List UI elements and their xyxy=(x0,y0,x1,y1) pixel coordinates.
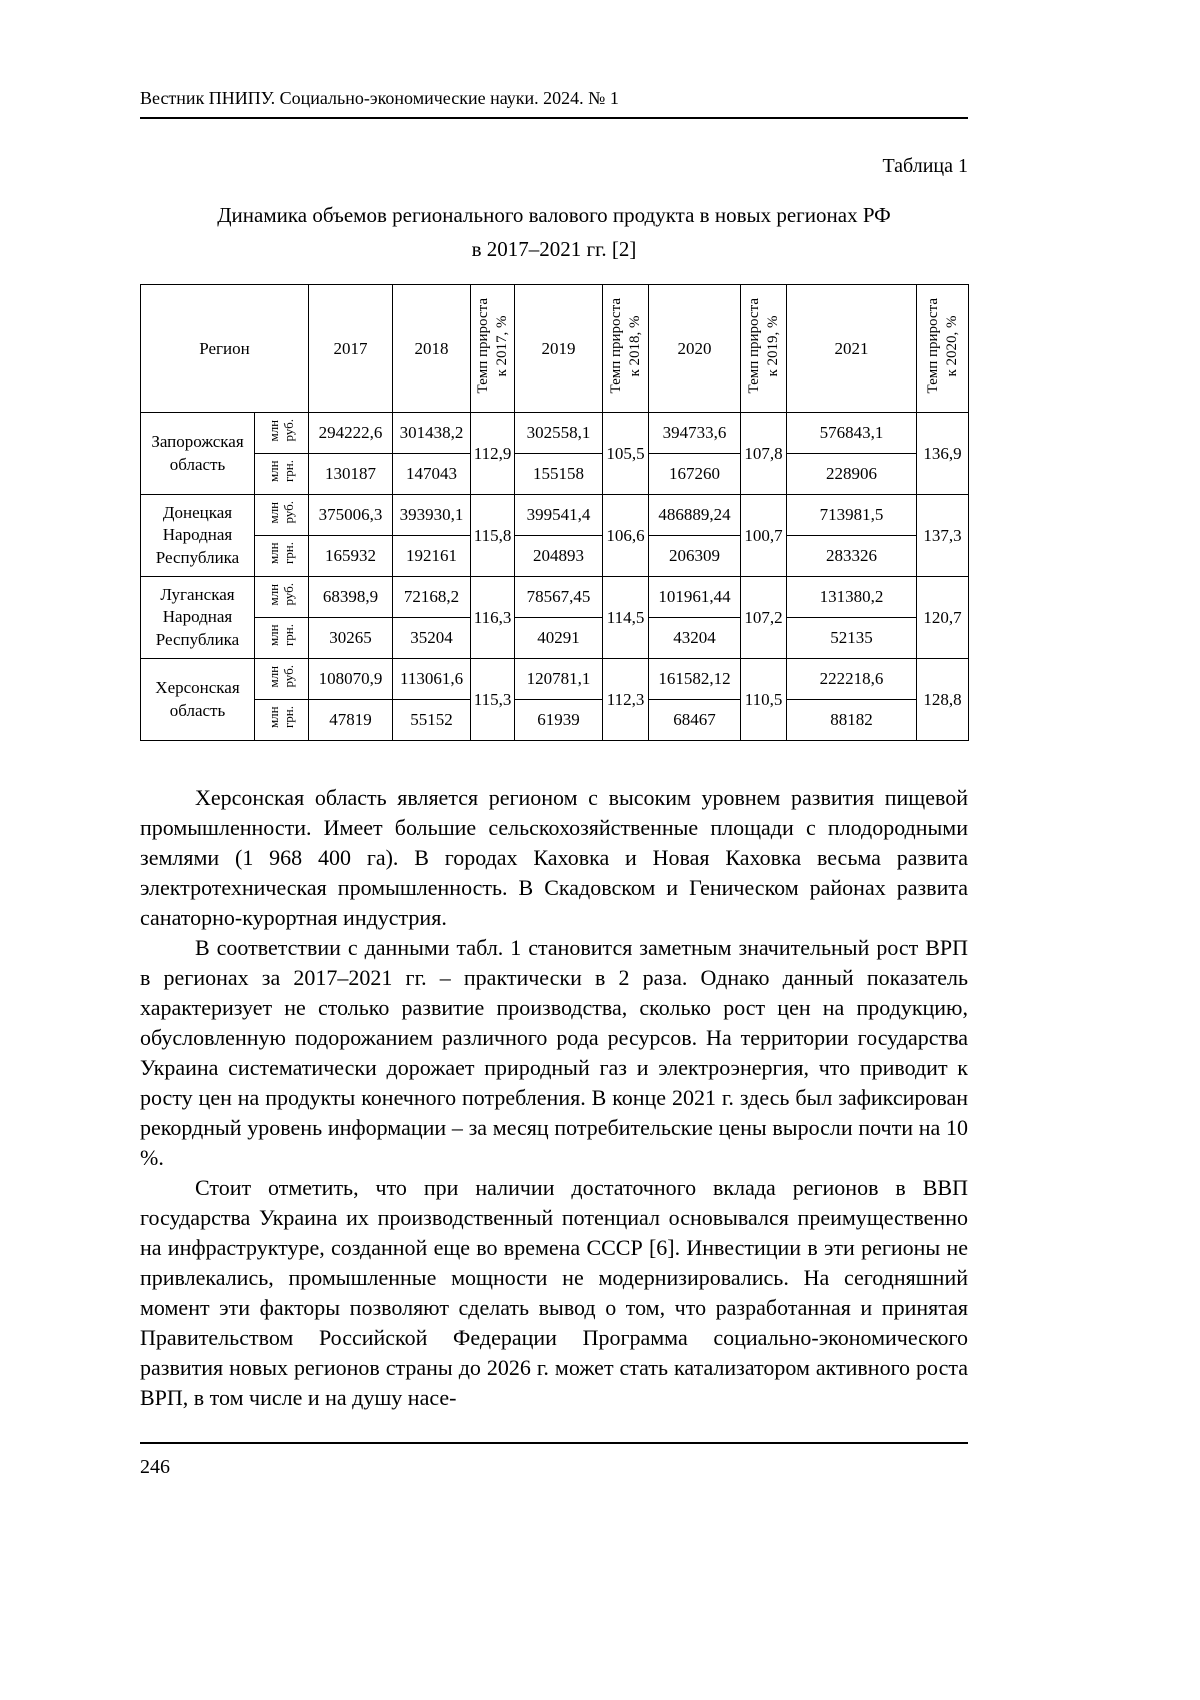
value-rub: 294222,6 xyxy=(309,413,393,454)
unit-line: млн xyxy=(265,460,281,483)
growth-header-line: к 2019, % xyxy=(764,315,781,377)
page-footer xyxy=(140,1442,968,1479)
value-grn: 283326 xyxy=(787,536,917,577)
value-rub: 68398,9 xyxy=(309,577,393,618)
unit-line: грн. xyxy=(280,460,296,483)
value-grn: 40291 xyxy=(515,618,603,659)
unit-line: млн xyxy=(265,624,281,647)
body-text xyxy=(140,783,968,1413)
value-rub: 399541,4 xyxy=(515,495,603,536)
growth-value: 128,8 xyxy=(917,659,969,741)
growth-header-rotated-text xyxy=(474,298,512,394)
value-grn: 55152 xyxy=(393,700,471,741)
unit-label-cell xyxy=(255,618,309,659)
table-row-grn xyxy=(141,618,969,659)
unit-line: млн xyxy=(265,542,281,565)
value-grn: 30265 xyxy=(309,618,393,659)
unit-rotated-text xyxy=(267,624,297,646)
col-header-growth-2018 xyxy=(603,285,649,413)
value-rub: 120781,1 xyxy=(515,659,603,700)
value-grn: 192161 xyxy=(393,536,471,577)
value-rub: 101961,44 xyxy=(649,577,741,618)
unit-line: грн. xyxy=(280,706,296,729)
value-rub: 375006,3 xyxy=(309,495,393,536)
value-grn: 204893 xyxy=(515,536,603,577)
region-name: Запорожская область xyxy=(141,413,255,495)
growth-header-line: Темп прироста xyxy=(474,298,491,394)
growth-value: 137,3 xyxy=(917,495,969,577)
unit-rotated-text xyxy=(267,583,297,606)
unit-line: грн. xyxy=(280,624,296,647)
page-content xyxy=(140,88,968,1413)
table-title-line2: в 2017–2021 гг. [2] xyxy=(471,237,637,261)
unit-label-cell xyxy=(255,577,309,618)
col-header-2017: 2017 xyxy=(309,285,393,413)
growth-value: 107,8 xyxy=(741,413,787,495)
growth-header-line: Темп прироста xyxy=(607,298,624,394)
growth-value: 115,8 xyxy=(471,495,515,577)
value-rub: 113061,6 xyxy=(393,659,471,700)
growth-value: 100,7 xyxy=(741,495,787,577)
growth-header-line: к 2020, % xyxy=(943,315,960,377)
region-name: Херсонская область xyxy=(141,659,255,741)
table-header-row xyxy=(141,285,969,413)
value-rub: 486889,24 xyxy=(649,495,741,536)
value-grn: 47819 xyxy=(309,700,393,741)
col-header-2020: 2020 xyxy=(649,285,741,413)
unit-rotated-text xyxy=(267,460,297,482)
unit-line: руб. xyxy=(280,665,296,688)
unit-label-cell xyxy=(255,413,309,454)
table-row-rub xyxy=(141,495,969,536)
table-row-rub xyxy=(141,413,969,454)
region-name: Донецкая Народная Республика xyxy=(141,495,255,577)
growth-value: 136,9 xyxy=(917,413,969,495)
unit-rotated-text xyxy=(267,665,297,688)
value-rub: 72168,2 xyxy=(393,577,471,618)
unit-line: грн. xyxy=(280,542,296,565)
table-row-grn xyxy=(141,536,969,577)
col-header-growth-2019 xyxy=(741,285,787,413)
value-grn: 206309 xyxy=(649,536,741,577)
body-paragraph: Херсонская область является регионом с высоким уровнем развития пищевой промышленности. Имеет большие сельскохозяйственные площади с плодородными землями (1 968 400 га). В городах Каховка и Новая Каховка весьма развита электротехническая промышленность. В Скадовском и Геническом районах развита санаторно-курортная индустрия. xyxy=(140,785,968,930)
table-row-rub xyxy=(141,659,969,700)
unit-rotated-text xyxy=(267,501,297,524)
value-grn: 88182 xyxy=(787,700,917,741)
growth-value: 112,9 xyxy=(471,413,515,495)
col-header-region: Регион xyxy=(141,285,309,413)
growth-header-rotated-text xyxy=(745,298,783,394)
value-grn: 61939 xyxy=(515,700,603,741)
unit-label-cell xyxy=(255,659,309,700)
value-rub: 222218,6 xyxy=(787,659,917,700)
value-rub: 394733,6 xyxy=(649,413,741,454)
unit-label-cell xyxy=(255,700,309,741)
body-paragraph: В соответствии с данными табл. 1 становится заметным значительный рост ВРП в регионах за 2017–2021 гг. – практически в 2 раза. Однако данный показатель характеризует не столько развитие производства, сколько рост цен на продукцию, обусловленную подорожанием различного рода ресурсов. На территории государства Украина систематически дорожает природный газ и электроэнергия, что приводит к росту цен на продукты конечного потребления. В конце 2021 г. здесь был зафиксирован рекордный уровень информации – за месяц потребительские цены выросли почти на 10 %. xyxy=(140,935,968,1170)
body-paragraph: Стоит отметить, что при наличии достаточного вклада регионов в ВВП государства Украина их производственный потенциал основывался преимущественно на инфраструктуре, созданной еще во времена СССР [6]. Инвестиции в эти регионы не привлекались, промышленные мощности не модернизировались. На сегодняшний момент эти факторы позволяют сделать вывод о том, что разработанная и принятая Правительством Российской Федерации Программа социально-экономического развития новых регионов страны до 2026 г. может стать катализатором активного роста ВРП, в том числе и на душу насе- xyxy=(140,1175,968,1410)
value-rub: 78567,45 xyxy=(515,577,603,618)
value-rub: 301438,2 xyxy=(393,413,471,454)
value-rub: 393930,1 xyxy=(393,495,471,536)
growth-header-rotated-text xyxy=(607,298,645,394)
value-grn: 52135 xyxy=(787,618,917,659)
growth-header-rotated-text xyxy=(924,298,962,394)
growth-value: 114,5 xyxy=(603,577,649,659)
unit-line: млн xyxy=(265,706,281,729)
data-table xyxy=(140,284,969,741)
value-grn: 165932 xyxy=(309,536,393,577)
col-header-growth-2017 xyxy=(471,285,515,413)
growth-value: 115,3 xyxy=(471,659,515,741)
running-head: Вестник ПНИПУ. Социально-экономические науки. 2024. № 1 xyxy=(140,88,968,119)
value-grn: 147043 xyxy=(393,454,471,495)
unit-line: млн xyxy=(265,583,281,606)
region-name: Луганская Народная Республика xyxy=(141,577,255,659)
unit-rotated-text xyxy=(267,706,297,728)
value-rub: 576843,1 xyxy=(787,413,917,454)
growth-header-line: Темп прироста xyxy=(924,298,941,394)
growth-header-line: к 2018, % xyxy=(626,315,643,377)
growth-header-line: Темп прироста xyxy=(745,298,762,394)
unit-line: млн xyxy=(265,501,281,524)
col-header-growth-2020 xyxy=(917,285,969,413)
table-row-rub xyxy=(141,577,969,618)
value-rub: 713981,5 xyxy=(787,495,917,536)
growth-value: 112,3 xyxy=(603,659,649,741)
value-grn: 130187 xyxy=(309,454,393,495)
page-number: 246 xyxy=(140,1456,170,1478)
value-rub: 131380,2 xyxy=(787,577,917,618)
table-title xyxy=(140,198,968,266)
table-row-grn xyxy=(141,454,969,495)
unit-label-cell xyxy=(255,495,309,536)
unit-label-cell xyxy=(255,536,309,577)
unit-rotated-text xyxy=(267,419,297,442)
value-grn: 35204 xyxy=(393,618,471,659)
value-rub: 161582,12 xyxy=(649,659,741,700)
value-rub: 302558,1 xyxy=(515,413,603,454)
growth-value: 116,3 xyxy=(471,577,515,659)
col-header-2019: 2019 xyxy=(515,285,603,413)
unit-line: млн xyxy=(265,419,281,442)
value-grn: 43204 xyxy=(649,618,741,659)
value-grn: 155158 xyxy=(515,454,603,495)
unit-rotated-text xyxy=(267,542,297,564)
unit-label-cell xyxy=(255,454,309,495)
unit-line: млн xyxy=(265,665,281,688)
growth-value: 106,6 xyxy=(603,495,649,577)
table-title-line1: Динамика объемов регионального валового продукта в новых регионах РФ xyxy=(217,203,891,227)
unit-line: руб. xyxy=(280,583,296,606)
value-grn: 228906 xyxy=(787,454,917,495)
growth-value: 110,5 xyxy=(741,659,787,741)
col-header-2021: 2021 xyxy=(787,285,917,413)
table-caption: Таблица 1 xyxy=(882,155,968,177)
growth-value: 120,7 xyxy=(917,577,969,659)
value-rub: 108070,9 xyxy=(309,659,393,700)
value-grn: 68467 xyxy=(649,700,741,741)
col-header-2018: 2018 xyxy=(393,285,471,413)
growth-value: 105,5 xyxy=(603,413,649,495)
value-grn: 167260 xyxy=(649,454,741,495)
table-row-grn xyxy=(141,700,969,741)
growth-header-line: к 2017, % xyxy=(493,315,510,377)
table-body xyxy=(141,413,969,741)
unit-line: руб. xyxy=(280,501,296,524)
growth-value: 107,2 xyxy=(741,577,787,659)
unit-line: руб. xyxy=(280,419,296,442)
